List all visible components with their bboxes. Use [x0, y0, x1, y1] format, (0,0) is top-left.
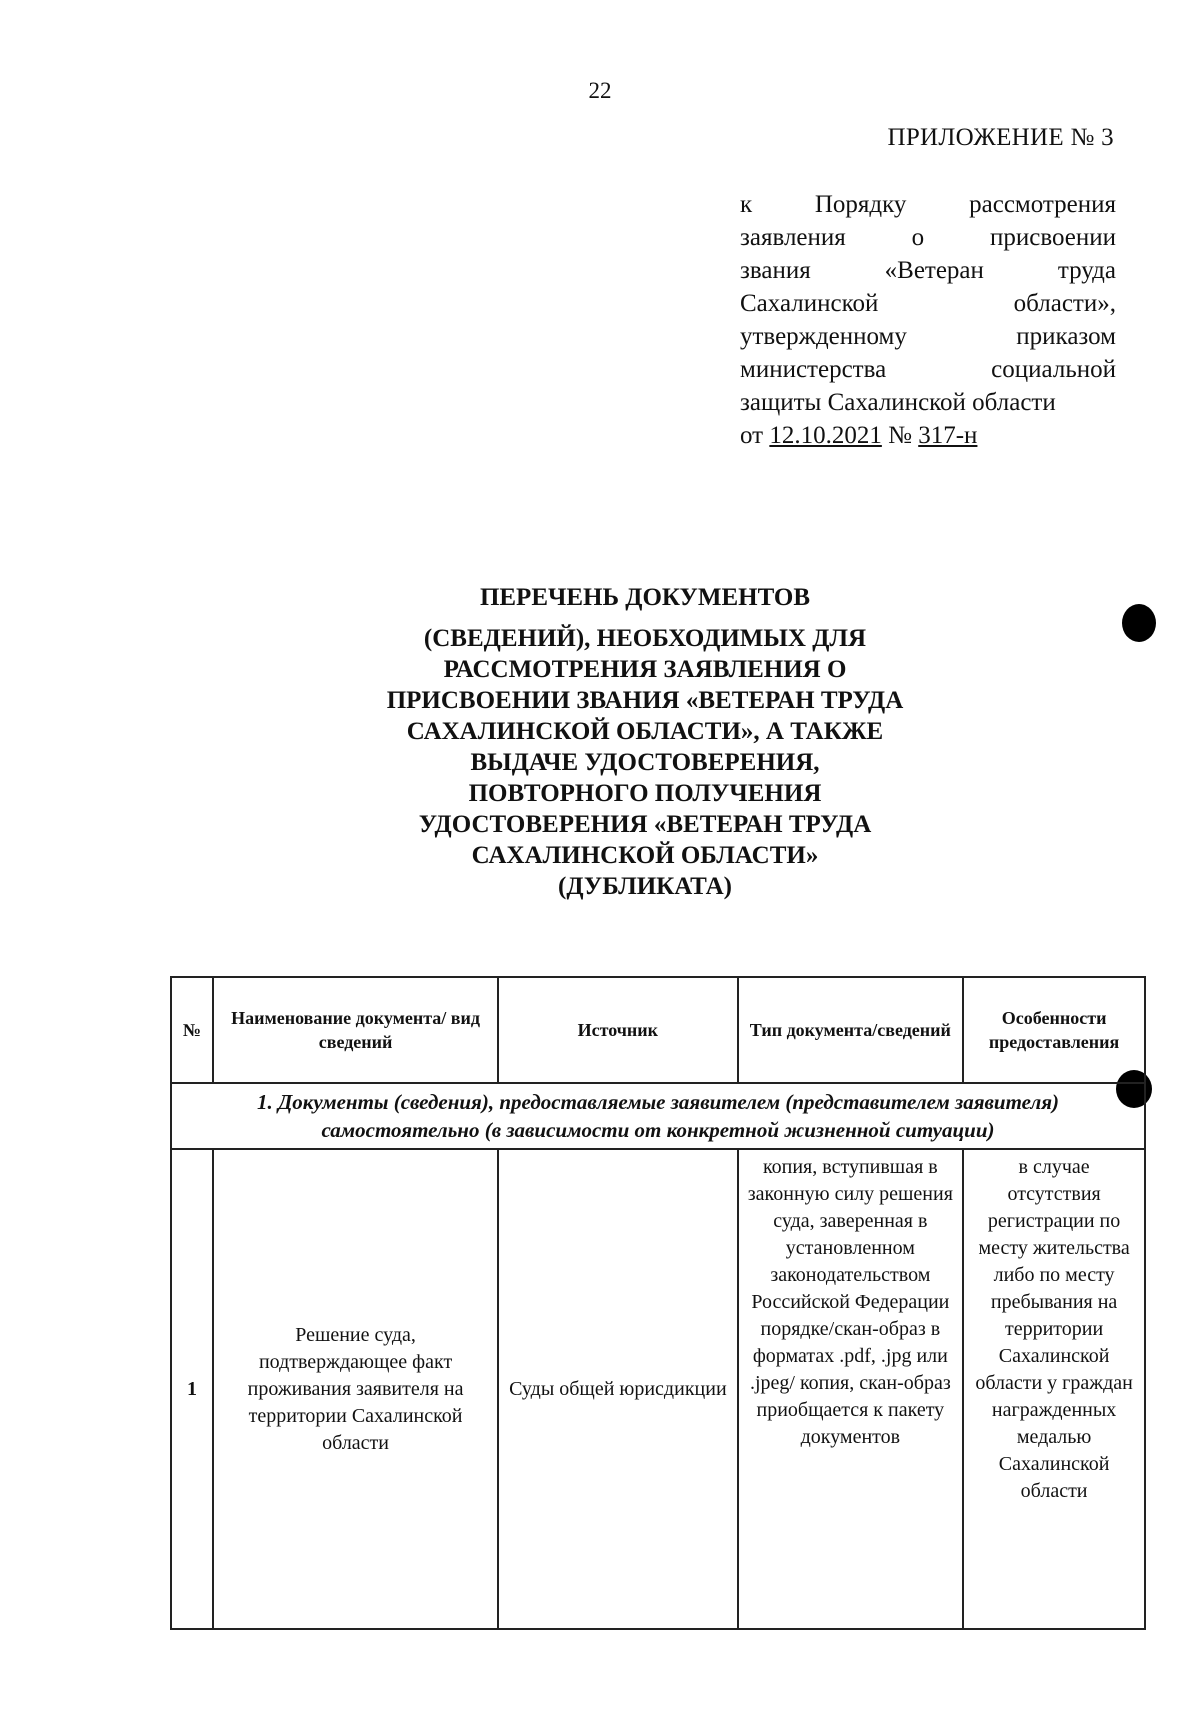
section-title: 1. Документы (сведения), предоставляемые заявителем (представителем заявителя) самостоятельно (в зависимости от конкретной жизненной ситуации) [171, 1083, 1145, 1149]
table-header-row [171, 977, 1145, 1083]
document-title [300, 582, 990, 902]
number-prefix: № [881, 422, 919, 449]
page-number: 22 [588, 78, 612, 103]
appendix-title: ПРИЛОЖЕНИЕ № 3 [887, 124, 1114, 151]
date-prefix: от [740, 422, 770, 449]
row-number: 1 [171, 1149, 213, 1629]
appendix-reference-line: министерства социальной [740, 356, 1116, 383]
appendix-reference [740, 188, 1116, 452]
document-title-line: (СВЕДЕНИЙ), НЕОБХОДИМЫХ ДЛЯ [423, 625, 867, 652]
document-title-line: ВЫДАЧЕ УДОСТОВЕРЕНИЯ, [470, 749, 820, 776]
appendix-reference-line: Сахалинской области», [740, 290, 1116, 317]
document-title-line: (ДУБЛИКАТА) [558, 873, 732, 900]
document-title-line: САХАЛИНСКОЙ ОБЛАСТИ», А ТАКЖЕ [406, 718, 884, 745]
scan-hole-mark [1122, 604, 1156, 642]
appendix-reference-line: к Порядку рассмотрения [740, 191, 1116, 218]
section-row [171, 1083, 1145, 1149]
document-title-line: САХАЛИНСКОЙ ОБЛАСТИ» [471, 842, 819, 869]
appendix-reference-line: заявления о присвоении [740, 224, 1116, 251]
row-document-type: копия, вступившая в законную силу решения суда, заверенная в установленном законодательством Российской Федерации порядке/скан-образ в форматах .pdf, .jpg или .jpeg/ копия, скан-образ приобщается к пакету документов [738, 1149, 964, 1629]
row-document-name: Решение суда, подтверждающее факт проживания заявителя на территории Сахалинской области [213, 1149, 498, 1629]
order-date: 12.10.2021 [769, 422, 882, 449]
document-title-line: ПОВТОРНОГО ПОЛУЧЕНИЯ [468, 780, 822, 807]
header-source: Источник [498, 977, 737, 1083]
table-row [171, 1149, 1145, 1629]
header-document-name: Наименование документа/ вид сведений [213, 977, 498, 1083]
document-title-line: ПРИСВОЕНИИ ЗВАНИЯ «ВЕТЕРАН ТРУДА [386, 687, 904, 714]
appendix-reference-line: защиты Сахалинской области [740, 389, 1056, 416]
documents-table [170, 976, 1146, 1630]
header-features: Особенности предоставления [963, 977, 1145, 1083]
appendix-reference-line: утвержденному приказом [740, 323, 1116, 350]
appendix-reference-line: звания «Ветеран труда [740, 257, 1116, 284]
row-source: Суды общей юрисдикции [498, 1149, 737, 1629]
order-number: 317-н [918, 422, 978, 449]
document-title-line: РАССМОТРЕНИЯ ЗАЯВЛЕНИЯ О [443, 656, 847, 683]
header-number: № [171, 977, 213, 1083]
row-features: в случае отсутствия регистрации по месту жительства либо по месту пребывания на территории Сахалинской области у граждан награжденных медалью Сахалинской области [963, 1149, 1145, 1629]
document-title-line: ПЕРЕЧЕНЬ ДОКУМЕНТОВ [479, 584, 811, 611]
header-document-type: Тип документа/сведений [738, 977, 964, 1083]
document-title-line: УДОСТОВЕРЕНИЯ «ВЕТЕРАН ТРУДА [418, 811, 872, 838]
appendix-order-date-line [740, 419, 1116, 452]
